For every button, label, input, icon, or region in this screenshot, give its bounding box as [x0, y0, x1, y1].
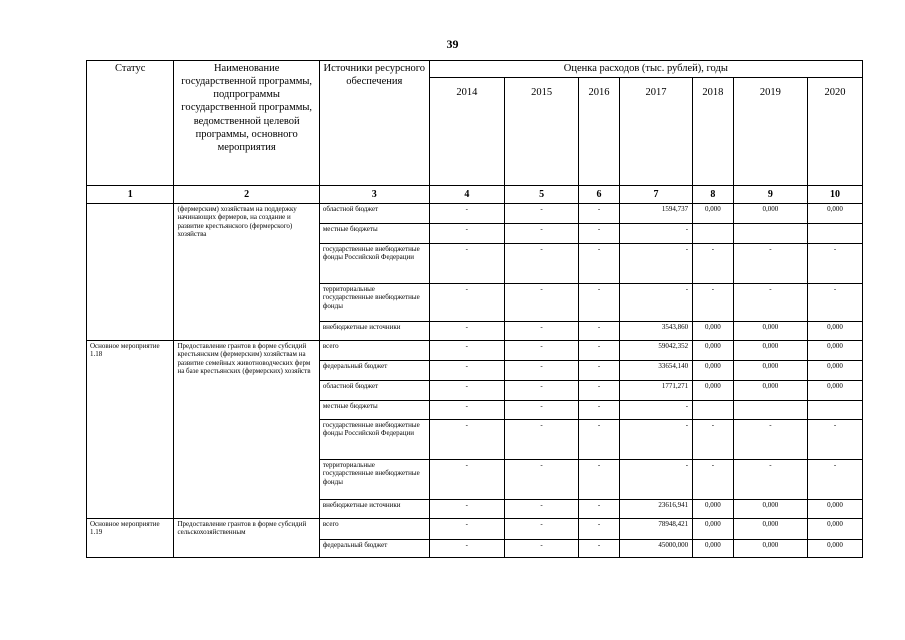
expenditure-table	[86, 60, 863, 558]
value-cell: -	[579, 322, 620, 341]
value-cell: 45000,000	[619, 540, 692, 558]
value-cell: 0,000	[733, 540, 807, 558]
value-cell: 78948,421	[619, 519, 692, 540]
year-header: 2018	[693, 78, 734, 186]
value-cell: -	[733, 420, 807, 460]
value-cell: -	[807, 420, 862, 460]
value-cell: -	[429, 500, 504, 519]
source-cell: внебюджетные источники	[319, 500, 429, 519]
year-header: 2020	[807, 78, 862, 186]
value-cell: 59042,352	[619, 341, 692, 361]
value-cell: 1771,271	[619, 381, 692, 401]
value-cell: -	[693, 284, 734, 322]
year-header: 2016	[579, 78, 620, 186]
source-cell: областной бюджет	[319, 381, 429, 401]
column-index: 5	[504, 186, 578, 204]
sources-header: Источники ресурсного обеспечения	[319, 61, 429, 186]
source-cell: территориальные государственные внебюджетные фонды	[319, 460, 429, 500]
source-cell: внебюджетные источники	[319, 322, 429, 341]
value-cell: -	[619, 460, 692, 500]
value-cell: -	[579, 460, 620, 500]
value-cell: -	[504, 420, 578, 460]
value-cell: 0,000	[693, 540, 734, 558]
page-number: 39	[446, 37, 459, 51]
value-cell: -	[504, 500, 578, 519]
value-cell	[733, 224, 807, 244]
source-cell: местные бюджеты	[319, 401, 429, 420]
source-cell: государственные внебюджетные фонды Российской Федерации	[319, 244, 429, 284]
value-cell: -	[693, 460, 734, 500]
value-cell: 0,000	[693, 322, 734, 341]
value-cell: -	[733, 284, 807, 322]
value-cell: -	[429, 460, 504, 500]
value-cell: 0,000	[733, 519, 807, 540]
column-index: 6	[579, 186, 620, 204]
name-header: Наименование государственной программы, подпрограммы государственной программы, ведомственной целевой программы, основного мероприятия	[174, 61, 319, 186]
value-cell: -	[579, 284, 620, 322]
value-cell: -	[429, 381, 504, 401]
value-cell: 0,000	[807, 341, 862, 361]
value-cell: 0,000	[807, 361, 862, 381]
value-cell: -	[429, 540, 504, 558]
value-cell: -	[504, 401, 578, 420]
value-cell: -	[504, 381, 578, 401]
value-cell: -	[504, 540, 578, 558]
status-cell: Основное мероприятие 1.18	[87, 341, 174, 519]
value-cell: -	[807, 244, 862, 284]
value-cell: -	[693, 244, 734, 284]
program-name-cell: Предоставление грантов в форме субсидий сельскохозяйственным	[174, 519, 319, 558]
year-header: 2014	[429, 78, 504, 186]
estimate-header: Оценка расходов (тыс. рублей), годы	[429, 61, 862, 78]
value-cell: -	[733, 244, 807, 284]
value-cell: -	[504, 341, 578, 361]
column-index: 7	[619, 186, 692, 204]
value-cell: 3543,860	[619, 322, 692, 341]
source-cell: государственные внебюджетные фонды Российской Федерации	[319, 420, 429, 460]
status-cell: Основное мероприятие 1.19	[87, 519, 174, 558]
value-cell: -	[429, 244, 504, 284]
value-cell: -	[429, 341, 504, 361]
value-cell: -	[619, 224, 692, 244]
year-header: 2019	[733, 78, 807, 186]
value-cell: -	[504, 284, 578, 322]
value-cell: -	[429, 420, 504, 460]
value-cell: 0,000	[807, 519, 862, 540]
value-cell	[807, 401, 862, 420]
value-cell: 0,000	[807, 540, 862, 558]
column-index: 4	[429, 186, 504, 204]
value-cell: -	[807, 284, 862, 322]
value-cell: -	[579, 381, 620, 401]
value-cell: 0,000	[693, 361, 734, 381]
value-cell: 33654,140	[619, 361, 692, 381]
table-row	[87, 519, 863, 540]
source-cell: местные бюджеты	[319, 224, 429, 244]
column-index: 8	[693, 186, 734, 204]
value-cell: 0,000	[733, 381, 807, 401]
year-header: 2017	[619, 78, 692, 186]
status-cell	[87, 204, 174, 341]
value-cell: -	[579, 341, 620, 361]
value-cell	[693, 224, 734, 244]
value-cell: -	[579, 244, 620, 284]
value-cell: -	[579, 540, 620, 558]
value-cell: -	[504, 519, 578, 540]
column-index: 9	[733, 186, 807, 204]
value-cell: -	[429, 284, 504, 322]
value-cell: -	[579, 204, 620, 224]
value-cell: -	[579, 401, 620, 420]
value-cell: 0,000	[807, 322, 862, 341]
value-cell: -	[579, 420, 620, 460]
program-name-cell: Предоставление грантов в форме субсидий крестьянским (фермерским) хозяйствам на развитие семейных животноводческих ферм на базе крестьянских (фермерских) хозяйств	[174, 341, 319, 519]
column-index: 3	[319, 186, 429, 204]
value-cell: -	[807, 460, 862, 500]
value-cell: 0,000	[807, 500, 862, 519]
value-cell: -	[504, 204, 578, 224]
value-cell: -	[504, 322, 578, 341]
table-row	[87, 341, 863, 361]
value-cell: -	[504, 460, 578, 500]
value-cell	[807, 224, 862, 244]
value-cell: -	[579, 500, 620, 519]
value-cell: 0,000	[733, 341, 807, 361]
value-cell: 0,000	[807, 204, 862, 224]
value-cell: -	[429, 224, 504, 244]
source-cell: всего	[319, 341, 429, 361]
value-cell: 0,000	[693, 500, 734, 519]
value-cell: 1594,737	[619, 204, 692, 224]
value-cell: 0,000	[733, 361, 807, 381]
value-cell: -	[429, 322, 504, 341]
table-row	[87, 204, 863, 224]
year-header: 2015	[504, 78, 578, 186]
value-cell: 0,000	[733, 322, 807, 341]
source-cell: всего	[319, 519, 429, 540]
value-cell: -	[504, 224, 578, 244]
value-cell: -	[579, 224, 620, 244]
value-cell: -	[733, 460, 807, 500]
program-name-cell: (фермерским) хозяйствам на поддержку начинающих фермеров, на создание и развитие крестьянского (фермерского) хозяйства	[174, 204, 319, 341]
value-cell: -	[429, 519, 504, 540]
value-cell: -	[429, 204, 504, 224]
source-cell: областной бюджет	[319, 204, 429, 224]
value-cell	[733, 401, 807, 420]
source-cell: федеральный бюджет	[319, 540, 429, 558]
source-cell: федеральный бюджет	[319, 361, 429, 381]
value-cell: -	[619, 244, 692, 284]
value-cell: -	[619, 401, 692, 420]
value-cell: -	[504, 361, 578, 381]
value-cell: 0,000	[693, 519, 734, 540]
value-cell: 0,000	[693, 381, 734, 401]
value-cell: 0,000	[693, 204, 734, 224]
value-cell: -	[429, 361, 504, 381]
value-cell: 23616,941	[619, 500, 692, 519]
column-index: 2	[174, 186, 319, 204]
value-cell: -	[429, 401, 504, 420]
header-row	[87, 61, 863, 78]
column-index: 10	[807, 186, 862, 204]
value-cell: 0,000	[693, 341, 734, 361]
value-cell: 0,000	[807, 381, 862, 401]
value-cell: -	[619, 284, 692, 322]
value-cell: 0,000	[733, 204, 807, 224]
value-cell: -	[619, 420, 692, 460]
value-cell: -	[579, 519, 620, 540]
value-cell: -	[504, 244, 578, 284]
value-cell	[693, 401, 734, 420]
value-cell: -	[579, 361, 620, 381]
column-index: 1	[87, 186, 174, 204]
status-header: Статус	[87, 61, 174, 186]
value-cell: -	[693, 420, 734, 460]
column-index-row	[87, 186, 863, 204]
value-cell: 0,000	[733, 500, 807, 519]
source-cell: территориальные государственные внебюджетные фонды	[319, 284, 429, 322]
